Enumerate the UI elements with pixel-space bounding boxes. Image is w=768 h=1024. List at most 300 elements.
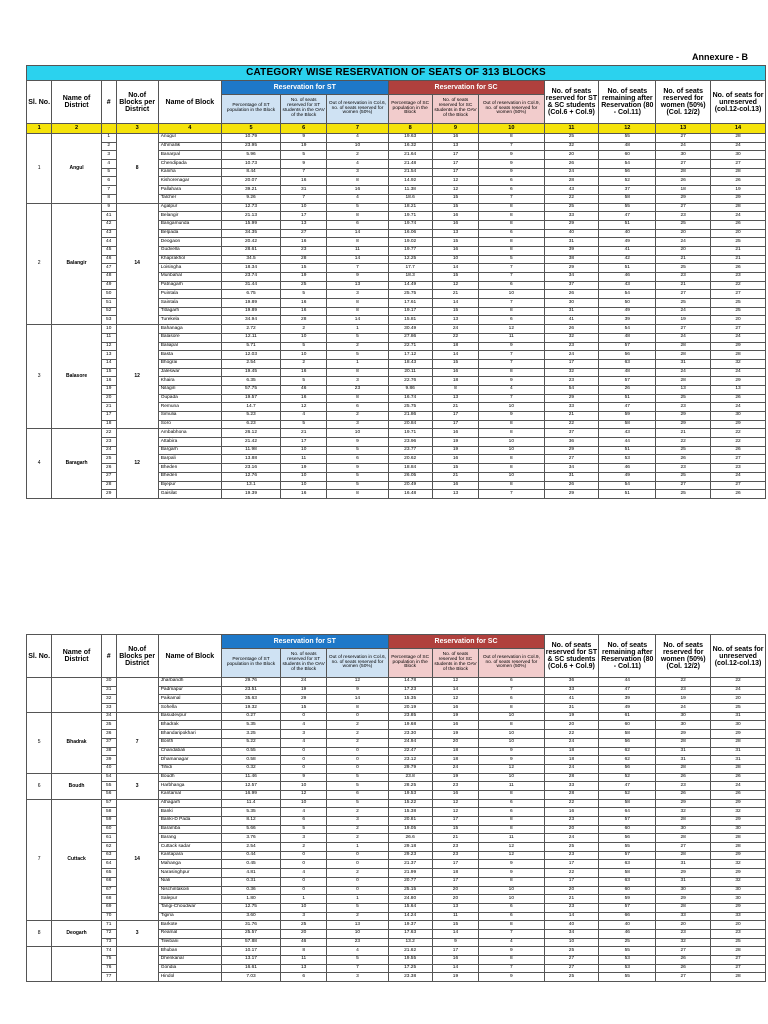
st-seats: 16 xyxy=(281,307,327,316)
st-percentage: 13.88 xyxy=(221,455,280,464)
remaining-seats: 54 xyxy=(599,160,656,169)
block-number: 76 xyxy=(101,964,116,973)
women-seats: 28 xyxy=(656,342,711,351)
block-number: 25 xyxy=(101,455,116,464)
block-name: Titlagarh xyxy=(158,307,221,316)
women-seats: 23 xyxy=(656,686,711,695)
district-sl: 1 xyxy=(27,134,52,204)
remaining-seats: 60 xyxy=(599,151,656,160)
block-number: 37 xyxy=(101,738,116,747)
sc-seats: 15 xyxy=(432,238,478,247)
women-seats: 27 xyxy=(656,481,711,490)
women-seats: 24 xyxy=(656,368,711,377)
sc-seats: 18 xyxy=(432,747,478,756)
st-sc-total: 22 xyxy=(544,799,599,808)
unreserved-seats: 23 xyxy=(711,464,766,473)
st-percentage: 11.98 xyxy=(221,446,280,455)
st-women-seats: 8 xyxy=(327,299,388,308)
st-women-seats: 2 xyxy=(327,834,388,843)
women-seats: 27 xyxy=(656,160,711,169)
st-sc-total: 18 xyxy=(544,747,599,756)
table-row xyxy=(27,947,766,956)
block-name: Dhenkanal xyxy=(158,956,221,965)
remaining-seats: 56 xyxy=(599,834,656,843)
st-percentage: 0.55 xyxy=(221,747,280,756)
st-women-seats: 2 xyxy=(327,730,388,739)
sc-women-seats: 8 xyxy=(479,134,544,143)
sc-percentage: 23.8 xyxy=(388,773,432,782)
st-women-seats: 9 xyxy=(327,464,388,473)
sc-women-seats: 9 xyxy=(479,747,544,756)
women-seats: 29 xyxy=(656,412,711,421)
sc-women-seats: 6 xyxy=(479,281,544,290)
unreserved-seats: 22 xyxy=(711,281,766,290)
st-percentage: 26.12 xyxy=(221,429,280,438)
sc-percentage: 17.25 xyxy=(388,964,432,973)
unreserved-seats: 26 xyxy=(711,264,766,273)
column-number: 7 xyxy=(327,124,388,134)
sc-women-seats: 7 xyxy=(479,929,544,938)
unreserved-seats: 20 xyxy=(711,695,766,704)
remaining-seats: 54 xyxy=(599,325,656,334)
sc-women-seats: 7 xyxy=(479,686,544,695)
sc-seats: 20 xyxy=(432,738,478,747)
st-women-seats: 14 xyxy=(327,316,388,325)
block-name: Bhadrak xyxy=(158,721,221,730)
st-sc-total: 33 xyxy=(544,686,599,695)
header-reservation-st: Reservation for ST xyxy=(221,635,388,649)
block-name: Gudvella xyxy=(158,246,221,255)
st-percentage: 0.44 xyxy=(221,851,280,860)
sc-seats: 18 xyxy=(432,869,478,878)
sc-seats: 23 xyxy=(432,843,478,852)
st-percentage: 0.45 xyxy=(221,860,280,869)
st-seats: 10 xyxy=(281,351,327,360)
unreserved-seats: 24 xyxy=(711,782,766,791)
sc-percentage: 23.12 xyxy=(388,756,432,765)
women-seats: 30 xyxy=(656,712,711,721)
st-women-seats: 9 xyxy=(327,273,388,282)
st-percentage: 0.31 xyxy=(221,877,280,886)
women-seats: 29 xyxy=(656,869,711,878)
sc-women-seats: 11 xyxy=(479,333,544,342)
sc-women-seats: 7 xyxy=(479,264,544,273)
st-sc-total: 43 xyxy=(544,186,599,195)
remaining-seats: 49 xyxy=(599,307,656,316)
sc-percentage: 15.81 xyxy=(388,316,432,325)
st-women-seats: 0 xyxy=(327,851,388,860)
unreserved-seats: 23 xyxy=(711,929,766,938)
block-name: Basta xyxy=(158,351,221,360)
remaining-seats: 60 xyxy=(599,886,656,895)
sc-percentage: 20.11 xyxy=(388,368,432,377)
st-seats: 16 xyxy=(281,238,327,247)
sc-seats: 15 xyxy=(432,359,478,368)
st-seats: 1 xyxy=(281,895,327,904)
sc-percentage: 21.54 xyxy=(388,168,432,177)
unreserved-seats: 25 xyxy=(711,938,766,947)
women-seats: 28 xyxy=(656,377,711,386)
column-number: 3 xyxy=(116,124,158,134)
remaining-seats: 26 xyxy=(599,385,656,394)
st-percentage: 13.1 xyxy=(221,481,280,490)
block-number: 69 xyxy=(101,903,116,912)
remaining-seats: 47 xyxy=(599,782,656,791)
st-women-seats: 23 xyxy=(327,385,388,394)
st-percentage: 12.03 xyxy=(221,351,280,360)
st-women-seats: 5 xyxy=(327,799,388,808)
st-women-seats: 13 xyxy=(327,281,388,290)
remaining-seats: 58 xyxy=(599,869,656,878)
blocks-per-district: 3 xyxy=(116,773,158,799)
sc-women-seats: 10 xyxy=(479,446,544,455)
block-name: Bijepur xyxy=(158,481,221,490)
block-name: Paikamal xyxy=(158,695,221,704)
sc-women-seats: 6 xyxy=(479,186,544,195)
district-name: Angul xyxy=(52,134,102,204)
remaining-seats: 55 xyxy=(599,203,656,212)
sc-women-seats: 7 xyxy=(479,351,544,360)
block-name: Niali xyxy=(158,877,221,886)
remaining-seats: 51 xyxy=(599,490,656,499)
st-sc-total: 33 xyxy=(544,782,599,791)
block-name: Belangir xyxy=(158,212,221,221)
sc-seats: 21 xyxy=(432,472,478,481)
block-name: Padmapur xyxy=(158,686,221,695)
sc-percentage: 15.22 xyxy=(388,799,432,808)
st-women-seats: 6 xyxy=(327,455,388,464)
st-sc-total: 16 xyxy=(544,808,599,817)
block-name: Bhograi xyxy=(158,359,221,368)
sc-percentage: 20.62 xyxy=(388,455,432,464)
block-number: 55 xyxy=(101,782,116,791)
remaining-seats: 44 xyxy=(599,678,656,687)
st-women-seats: 3 xyxy=(327,168,388,177)
block-number: 58 xyxy=(101,808,116,817)
sc-percentage: 16.32 xyxy=(388,142,432,151)
remaining-seats: 42 xyxy=(599,255,656,264)
st-seats: 5 xyxy=(281,420,327,429)
sc-seats: 15 xyxy=(432,825,478,834)
unreserved-seats: 27 xyxy=(711,455,766,464)
block-name: Balasore xyxy=(158,333,221,342)
sc-percentage: 19.02 xyxy=(388,238,432,247)
women-seats: 28 xyxy=(656,834,711,843)
women-seats: 25 xyxy=(656,299,711,308)
st-women-seats: 6 xyxy=(327,790,388,799)
block-number: 70 xyxy=(101,912,116,921)
sc-percentage: 15.38 xyxy=(388,808,432,817)
st-seats: 0 xyxy=(281,756,327,765)
women-seats: 28 xyxy=(656,817,711,826)
block-number: 24 xyxy=(101,446,116,455)
women-seats: 30 xyxy=(656,886,711,895)
sc-seats: 23 xyxy=(432,851,478,860)
block-number: 26 xyxy=(101,464,116,473)
sc-women-seats: 8 xyxy=(479,704,544,713)
st-percentage: 10.17 xyxy=(221,947,280,956)
district-name: Cuttack xyxy=(52,799,102,921)
block-number: 54 xyxy=(101,773,116,782)
sc-seats: 20 xyxy=(432,895,478,904)
remaining-seats: 56 xyxy=(599,351,656,360)
st-percentage: 5.71 xyxy=(221,342,280,351)
table-row xyxy=(27,203,766,212)
header-num: # xyxy=(101,635,116,678)
unreserved-seats: 31 xyxy=(711,712,766,721)
block-name: Bonth xyxy=(158,738,221,747)
table-row xyxy=(27,134,766,143)
sc-women-seats: 7 xyxy=(479,490,544,499)
district-sl: 5 xyxy=(27,712,52,773)
remaining-seats: 53 xyxy=(599,455,656,464)
st-women-seats: 0 xyxy=(327,860,388,869)
column-number: 5 xyxy=(221,124,280,134)
st-seats: 5 xyxy=(281,151,327,160)
block-name: Chendipada xyxy=(158,160,221,169)
block-number: 30 xyxy=(101,678,116,687)
women-seats: 23 xyxy=(656,273,711,282)
sc-percentage: 20.49 xyxy=(388,481,432,490)
st-sc-total: 23 xyxy=(544,817,599,826)
st-sc-total: 31 xyxy=(544,704,599,713)
sc-women-seats: 6 xyxy=(479,229,544,238)
table-row xyxy=(27,429,766,438)
women-seats: 20 xyxy=(656,246,711,255)
st-women-seats: 7 xyxy=(327,964,388,973)
st-sc-total: 23 xyxy=(544,851,599,860)
sc-seats: 17 xyxy=(432,877,478,886)
sc-women-seats: 8 xyxy=(479,212,544,221)
sc-women-seats: 8 xyxy=(479,420,544,429)
st-percentage: 57.75 xyxy=(221,385,280,394)
block-name: Barpali xyxy=(158,455,221,464)
district-sl: 3 xyxy=(27,325,52,429)
women-seats: 28 xyxy=(656,903,711,912)
sc-seats: 10 xyxy=(432,255,478,264)
block-number: 67 xyxy=(101,886,116,895)
st-women-seats: 14 xyxy=(327,229,388,238)
st-seats: 13 xyxy=(281,220,327,229)
unreserved-seats: 24 xyxy=(711,686,766,695)
women-seats: 23 xyxy=(656,464,711,473)
unreserved-seats: 32 xyxy=(711,359,766,368)
st-sc-total: 31 xyxy=(544,307,599,316)
block-number: 60 xyxy=(101,825,116,834)
st-seats: 4 xyxy=(281,721,327,730)
st-women-seats: 13 xyxy=(327,921,388,930)
remaining-seats: 64 xyxy=(599,808,656,817)
remaining-seats: 48 xyxy=(599,142,656,151)
women-seats: 31 xyxy=(656,860,711,869)
sc-percentage: 19.55 xyxy=(388,956,432,965)
sc-percentage: 21.64 xyxy=(388,151,432,160)
remaining-seats: 47 xyxy=(599,403,656,412)
st-seats: 3 xyxy=(281,834,327,843)
sc-percentage: 9.86 xyxy=(388,385,432,394)
sc-women-seats: 11 xyxy=(479,782,544,791)
sc-women-seats: 8 xyxy=(479,455,544,464)
sc-seats: 12 xyxy=(432,281,478,290)
women-seats: 13 xyxy=(656,385,711,394)
header-st-seats: No. of seats reserved for ST students in the OAV of the Block xyxy=(281,649,327,678)
st-percentage: 12.57 xyxy=(221,782,280,791)
column-number: 1 xyxy=(27,124,52,134)
st-percentage: 20.07 xyxy=(221,177,280,186)
st-sc-total: 37 xyxy=(544,429,599,438)
block-number: 64 xyxy=(101,860,116,869)
sc-percentage: 23.85 xyxy=(388,712,432,721)
st-percentage: 19.57 xyxy=(221,394,280,403)
sc-percentage: 20.81 xyxy=(388,817,432,826)
block-number: 7 xyxy=(101,186,116,195)
women-seats: 20 xyxy=(656,229,711,238)
st-women-seats: 0 xyxy=(327,877,388,886)
remaining-seats: 43 xyxy=(599,281,656,290)
st-sc-total: 26 xyxy=(544,290,599,299)
block-name: Kaniha xyxy=(158,168,221,177)
block-name: Puintala xyxy=(158,290,221,299)
sc-percentage: 17.61 xyxy=(388,299,432,308)
st-seats: 10 xyxy=(281,481,327,490)
sc-women-seats: 8 xyxy=(479,464,544,473)
st-percentage: 31.76 xyxy=(221,921,280,930)
st-seats: 8 xyxy=(281,947,327,956)
st-seats: 21 xyxy=(281,429,327,438)
sc-seats: 16 xyxy=(432,220,478,229)
st-sc-total: 25 xyxy=(544,134,599,143)
remaining-seats: 63 xyxy=(599,877,656,886)
sc-seats: 23 xyxy=(432,782,478,791)
block-name: Gondia xyxy=(158,964,221,973)
st-sc-total: 18 xyxy=(544,756,599,765)
block-number: 48 xyxy=(101,273,116,282)
header-sl: Sl. No. xyxy=(27,635,52,678)
column-number: 10 xyxy=(479,124,544,134)
sc-percentage: 16.06 xyxy=(388,229,432,238)
sc-percentage: 14.49 xyxy=(388,281,432,290)
block-name: Jharbandh xyxy=(158,678,221,687)
sc-women-seats: 6 xyxy=(479,695,544,704)
st-sc-total: 54 xyxy=(544,385,599,394)
st-sc-total: 37 xyxy=(544,281,599,290)
sc-seats: 19 xyxy=(432,446,478,455)
st-seats: 4 xyxy=(281,869,327,878)
st-seats: 46 xyxy=(281,385,327,394)
st-percentage: 6.75 xyxy=(221,290,280,299)
remaining-seats: 44 xyxy=(599,438,656,447)
remaining-seats: 25 xyxy=(599,938,656,947)
block-number: 61 xyxy=(101,834,116,843)
st-percentage: 8.44 xyxy=(221,168,280,177)
st-sc-total: 17 xyxy=(544,359,599,368)
st-sc-total: 29 xyxy=(544,220,599,229)
sc-seats: 14 xyxy=(432,686,478,695)
st-seats: 10 xyxy=(281,203,327,212)
st-seats: 28 xyxy=(281,316,327,325)
women-seats: 29 xyxy=(656,194,711,203)
unreserved-seats: 26 xyxy=(711,220,766,229)
st-percentage: 19.39 xyxy=(221,490,280,499)
sc-percentage: 17.12 xyxy=(388,351,432,360)
unreserved-seats: 24 xyxy=(711,333,766,342)
women-seats: 29 xyxy=(656,730,711,739)
st-women-seats: 1 xyxy=(327,843,388,852)
st-percentage: 10.79 xyxy=(221,134,280,143)
st-women-seats: 2 xyxy=(327,869,388,878)
sc-percentage: 22.71 xyxy=(388,342,432,351)
block-number: 51 xyxy=(101,299,116,308)
unreserved-seats: 21 xyxy=(711,255,766,264)
sc-seats: 16 xyxy=(432,429,478,438)
reservation-table-2 xyxy=(26,634,766,982)
unreserved-seats: 24 xyxy=(711,472,766,481)
sc-seats: 20 xyxy=(432,886,478,895)
unreserved-seats: 26 xyxy=(711,490,766,499)
st-seats: 17 xyxy=(281,438,327,447)
unreserved-seats: 25 xyxy=(711,299,766,308)
women-seats: 18 xyxy=(656,186,711,195)
column-number: 4 xyxy=(158,124,221,134)
st-sc-total: 27 xyxy=(544,455,599,464)
sc-percentage: 19.63 xyxy=(388,134,432,143)
st-sc-total: 27 xyxy=(544,964,599,973)
st-seats: 0 xyxy=(281,851,327,860)
st-percentage: 8.12 xyxy=(221,817,280,826)
unreserved-seats: 23 xyxy=(711,273,766,282)
st-sc-total: 24 xyxy=(544,738,599,747)
st-sc-total: 28 xyxy=(544,773,599,782)
header-st-women: Out of reservation in Col.6, no. of seats reserved for women (50%) xyxy=(327,95,388,124)
block-name: Narasinghpur xyxy=(158,869,221,878)
sc-women-seats: 11 xyxy=(479,834,544,843)
unreserved-seats: 29 xyxy=(711,903,766,912)
sc-seats: 17 xyxy=(432,412,478,421)
column-number: 12 xyxy=(599,124,656,134)
sc-women-seats: 8 xyxy=(479,429,544,438)
remaining-seats: 49 xyxy=(599,238,656,247)
block-number: 44 xyxy=(101,238,116,247)
block-name: Salepur xyxy=(158,895,221,904)
sc-seats: 12 xyxy=(432,177,478,186)
district-sl xyxy=(27,947,52,982)
unreserved-seats: 31 xyxy=(711,756,766,765)
column-number xyxy=(101,124,116,134)
sc-percentage: 20.19 xyxy=(388,704,432,713)
st-percentage: 11.4 xyxy=(221,799,280,808)
st-sc-total: 20 xyxy=(544,721,599,730)
sc-seats: 12 xyxy=(432,799,478,808)
sc-seats: 12 xyxy=(432,678,478,687)
remaining-seats: 54 xyxy=(599,290,656,299)
block-name: Bhuban xyxy=(158,947,221,956)
remaining-seats: 39 xyxy=(599,695,656,704)
unreserved-seats: 20 xyxy=(711,316,766,325)
header-women: No. of seats reserved for women (50%) (Col. 12/2) xyxy=(656,635,711,678)
remaining-seats: 47 xyxy=(599,212,656,221)
sc-women-seats: 8 xyxy=(479,721,544,730)
st-sc-total: 31 xyxy=(544,238,599,247)
sc-percentage: 11.38 xyxy=(388,186,432,195)
unreserved-seats: 26 xyxy=(711,790,766,799)
block-number: 39 xyxy=(101,756,116,765)
st-sc-total: 17 xyxy=(544,860,599,869)
women-seats: 31 xyxy=(656,747,711,756)
unreserved-seats: 20 xyxy=(711,921,766,930)
women-seats: 21 xyxy=(656,281,711,290)
sc-women-seats: 9 xyxy=(479,377,544,386)
women-seats: 30 xyxy=(656,825,711,834)
